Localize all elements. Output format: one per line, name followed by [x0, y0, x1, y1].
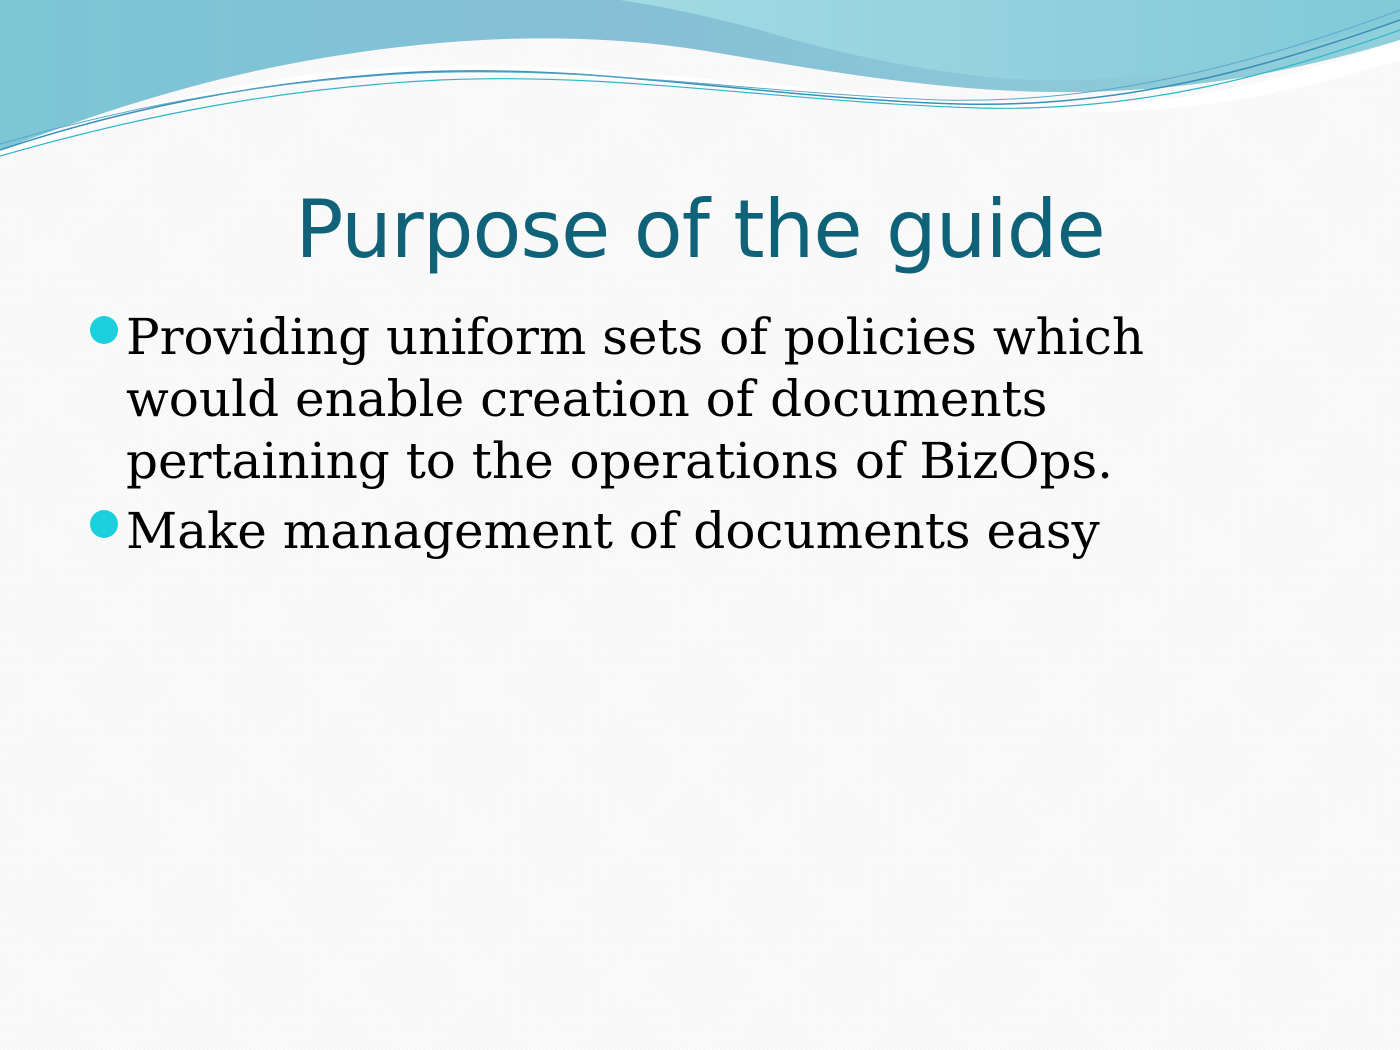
wave-header-decoration	[0, 0, 1400, 170]
slide-title: Purpose of the guide	[295, 183, 1105, 276]
bullet-dot-icon	[90, 510, 118, 538]
bullet-text: Make management of documents easy	[126, 502, 1100, 560]
bullet-item	[88, 500, 1208, 562]
bullet-item	[88, 306, 1208, 492]
bullet-dot-icon	[90, 316, 118, 344]
bullet-list	[88, 306, 1208, 570]
bullet-text: Providing uniform sets of policies which would enable creation of documents pertaining to the operations of BizOps.	[126, 308, 1145, 490]
